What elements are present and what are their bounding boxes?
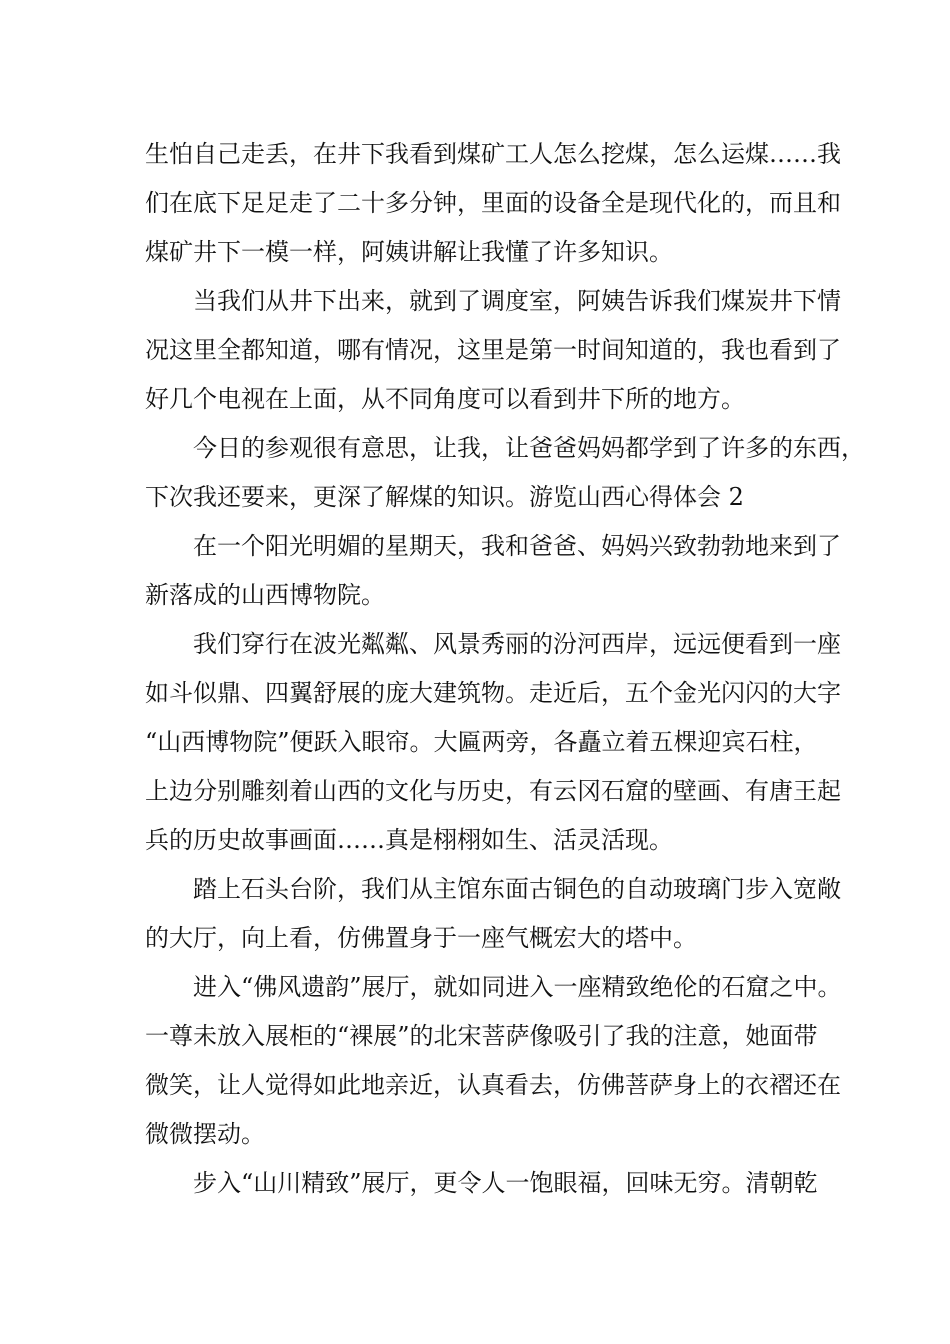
paragraph [145,963,842,1159]
text-line: 的大厅，向上看，仿佛置身于一座气概宏大的塔中。 [145,924,697,952]
text-line: 下次我还要来，更深了解煤的知识。游览山西心得体会 2 [145,483,744,511]
paragraph [145,424,865,522]
text-line: 如斗似鼎、四翼舒展的庞大建筑物。走近后，五个金光闪闪的大字 [145,679,841,707]
paragraph [145,130,841,277]
text-line: 煤矿井下一模一样，阿姨讲解让我懂了许多知识。 [145,238,673,266]
text-line: “山西博物院”便跃入眼帘。大匾两旁，各矗立着五棵迎宾石柱， [145,728,818,756]
text-line: 踏上石头台阶，我们从主馆东面古铜色的自动玻璃门步入宽敞 [193,875,841,903]
paragraph [145,522,841,620]
text-line: 微微摆动。 [145,1120,265,1148]
text-line: 兵的历史故事画面……真是栩栩如生、活灵活现。 [145,826,673,854]
text-line: 况这里全都知道，哪有情况，这里是第一时间知道的，我也看到了 [145,336,841,364]
text-line: 好几个电视在上面，从不同角度可以看到井下所的地方。 [145,385,745,413]
text-line: 进入“佛风遗韵”展厅，就如同进入一座精致绝伦的石窟之中。 [193,973,842,1001]
text-line: 上边分别雕刻着山西的文化与历史，有云冈石窟的壁画、有唐王起 [145,777,841,805]
text-line: 一尊未放入展柜的“裸展”的北宋菩萨像吸引了我的注意，她面带 [145,1022,818,1050]
text-line: 我们穿行在波光粼粼、风景秀丽的汾河西岸，远远便看到一座 [193,630,841,658]
text-line: 步入“山川精致”展厅，更令人一饱眼福，回味无穷。清朝乾 [193,1169,818,1197]
text-line: 当我们从井下出来，就到了调度室，阿姨告诉我们煤炭井下情 [193,287,841,315]
text-line: 们在底下足足走了二十多分钟，里面的设备全是现代化的，而且和 [145,189,841,217]
text-line: 微笑，让人觉得如此地亲近，认真看去，仿佛菩萨身上的衣褶还在 [145,1071,841,1099]
text-line: 在一个阳光明媚的星期天，我和爸爸、妈妈兴致勃勃地来到了 [193,532,841,560]
paragraph [145,277,841,424]
text-line: 生怕自己走丢，在井下我看到煤矿工人怎么挖煤，怎么运煤……我 [145,140,841,168]
paragraph [145,865,841,963]
document-body [145,130,865,1208]
paragraph [145,620,841,865]
text-line: 今日的参观很有意思，让我，让爸爸妈妈都学到了许多的东西， [193,434,865,462]
paragraph [145,1159,817,1208]
text-line: 新落成的山西博物院。 [145,581,385,609]
